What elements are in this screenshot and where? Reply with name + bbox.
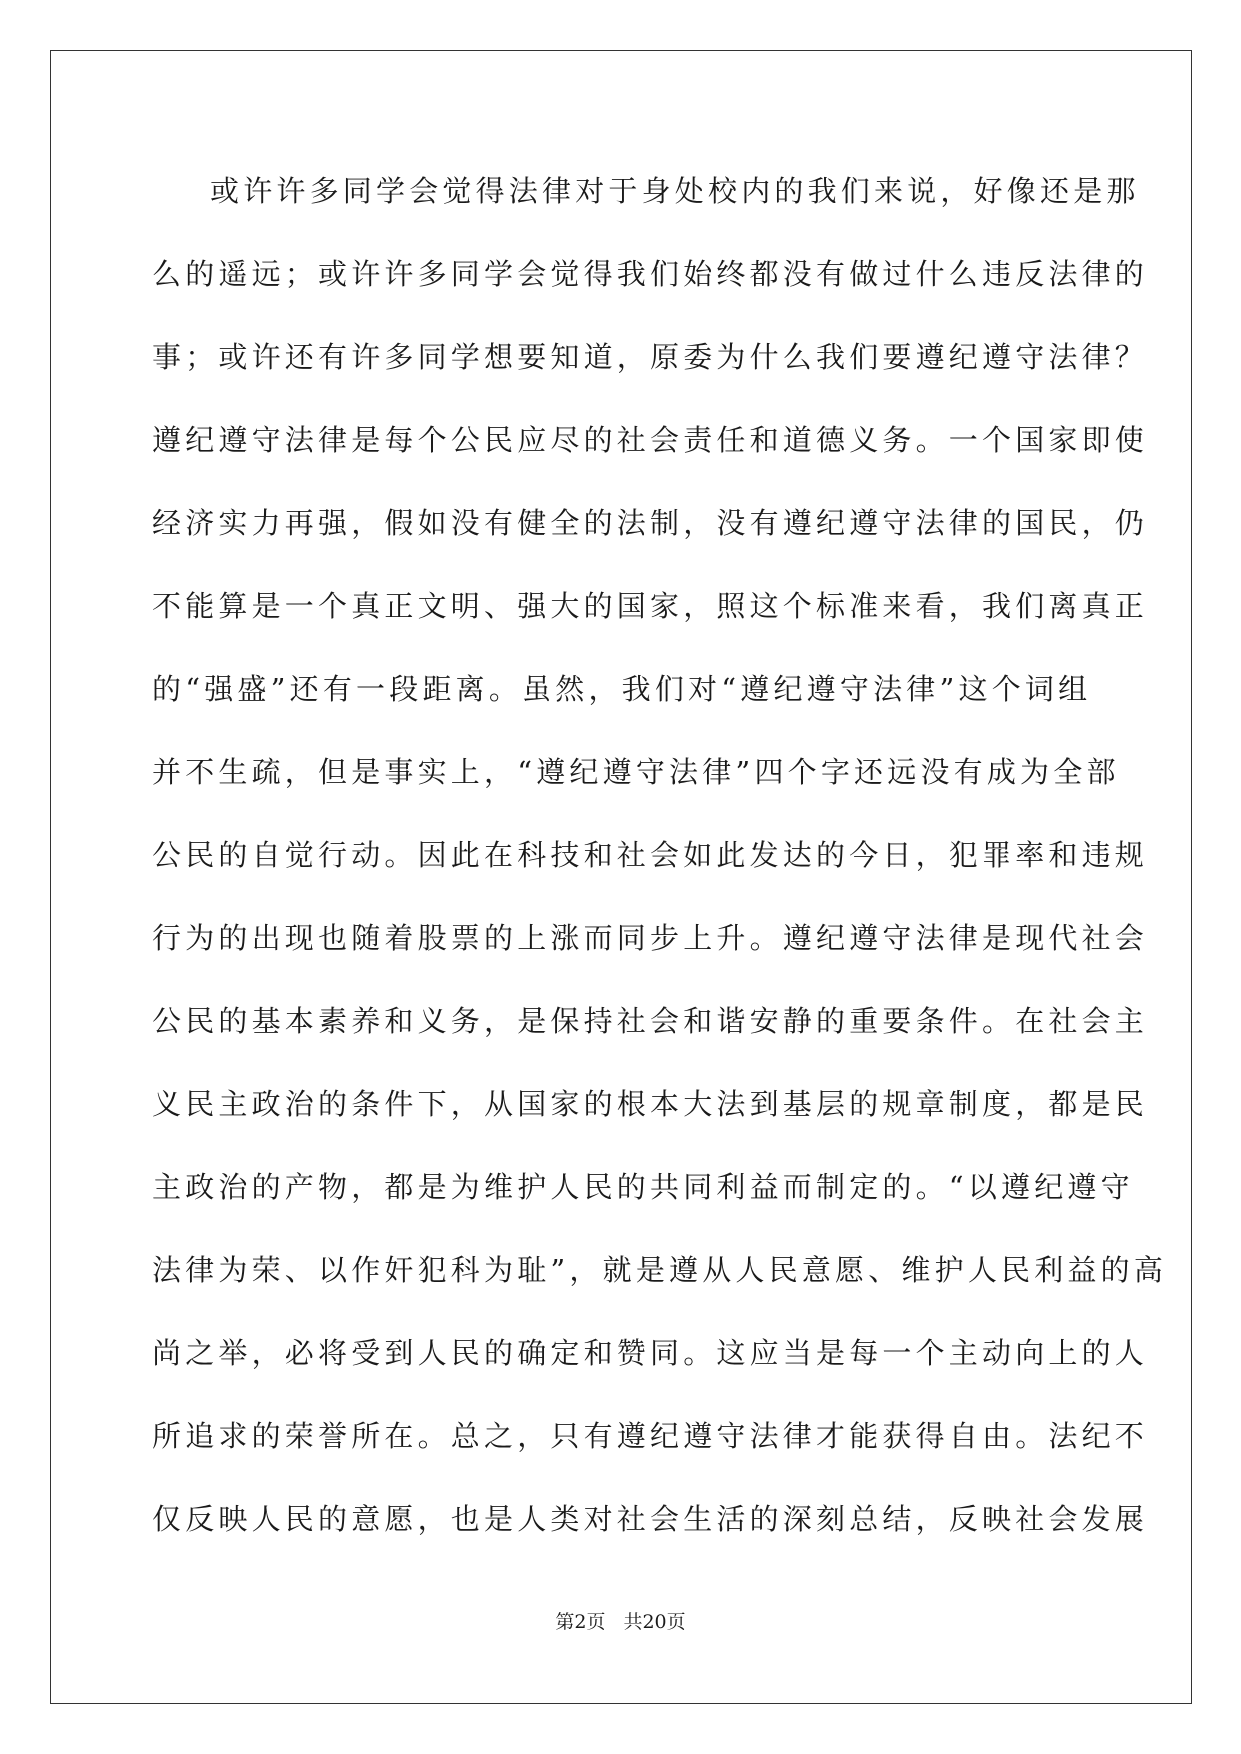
text-line: 遵纪遵守法律是每个公民应尽的社会责任和道德义务。一个国家即使	[152, 423, 1149, 457]
text-line: 尚之举，必将受到人民的确定和赞同。这应当是每一个主动向上的人	[152, 1336, 1149, 1370]
text-line: 并不生疏，但是事实上，“遵纪遵守法律”四个字还远没有成为全部	[152, 755, 1120, 789]
text-line: 公民的自觉行动。因此在科技和社会如此发达的今日，犯罪率和违规	[152, 838, 1149, 872]
text-line: 事；或许还有许多同学想要知道，原委为什么我们要遵纪遵守法律？	[152, 340, 1149, 374]
page-footer	[0, 1610, 1241, 1634]
body-paragraph	[152, 164, 1168, 1575]
text-line: 不能算是一个真正文明、强大的国家，照这个标准来看，我们离真正	[152, 589, 1149, 623]
text-line: 公民的基本素养和义务，是保持社会和谐安静的重要条件。在社会主	[152, 1004, 1149, 1038]
text-line: 法律为荣、以作奸犯科为耻”，就是遵从人民意愿、维护人民利益的高	[152, 1253, 1168, 1287]
text-line: 或许许多同学会觉得法律对于身处校内的我们来说，好像还是那	[210, 174, 1140, 208]
page-total: 共20页	[623, 1611, 686, 1633]
page-number: 第2页	[555, 1611, 606, 1633]
text-line: 行为的出现也随着股票的上涨而同步上升。遵纪遵守法律是现代社会	[152, 921, 1149, 955]
text-line: 义民主政治的条件下，从国家的根本大法到基层的规章制度，都是民	[152, 1087, 1149, 1121]
text-line: 主政治的产物，都是为维护人民的共同利益而制定的。“以遵纪遵守	[152, 1170, 1134, 1204]
text-line: 经济实力再强，假如没有健全的法制，没有遵纪遵守法律的国民，仍	[152, 506, 1149, 540]
text-line: 的“强盛”还有一段距离。虽然，我们对“遵纪遵守法律”这个词组	[152, 672, 1092, 706]
text-line: 所追求的荣誉所在。总之，只有遵纪遵守法律才能获得自由。法纪不	[152, 1419, 1149, 1453]
text-line: 仅反映人民的意愿，也是人类对社会生活的深刻总结，反映社会发展	[152, 1502, 1149, 1536]
text-line: 么的遥远；或许许多同学会觉得我们始终都没有做过什么违反法律的	[152, 257, 1149, 291]
